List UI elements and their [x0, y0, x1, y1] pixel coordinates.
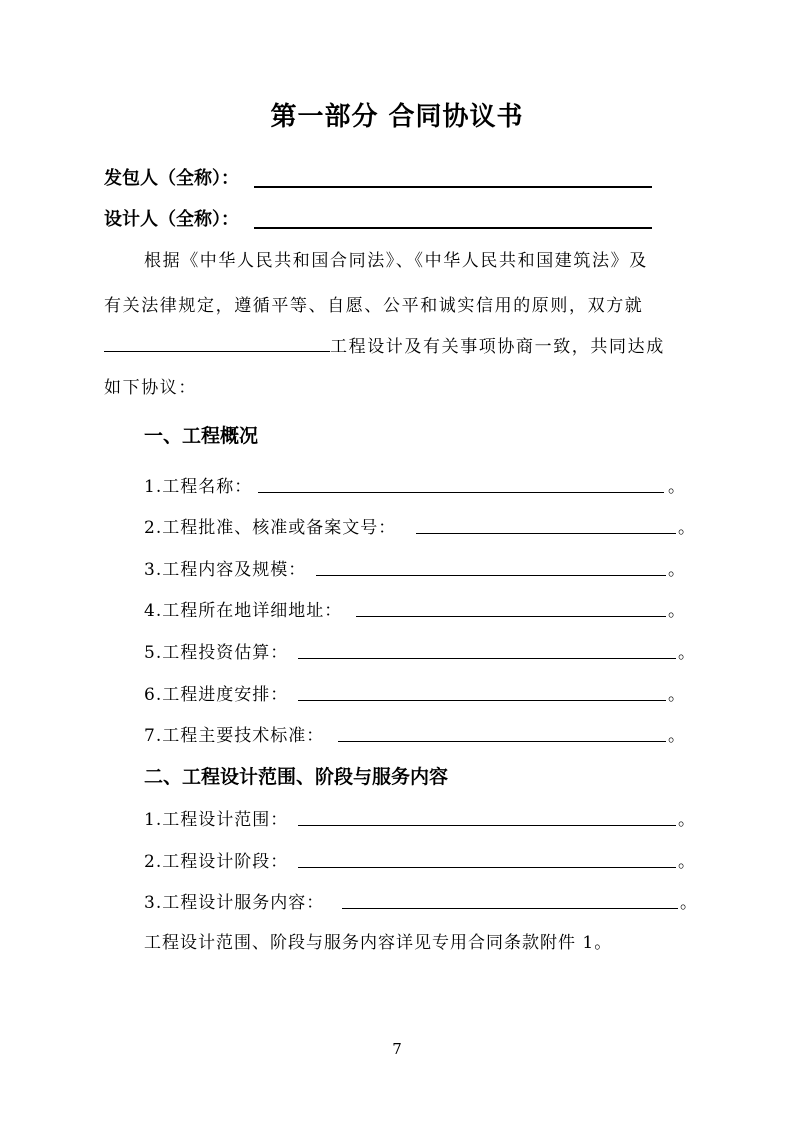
approval-number-blank[interactable]	[416, 533, 676, 534]
employer-blank[interactable]	[254, 186, 652, 188]
section-2-note: 工程设计范围、阶段与服务内容详见专用合同条款附件 1。	[144, 933, 613, 953]
design-scope-blank[interactable]	[298, 825, 676, 826]
full-stop: 。	[668, 601, 686, 621]
item-label: 4.工程所在地详细地址：	[144, 601, 343, 621]
design-phase-blank[interactable]	[298, 867, 676, 868]
item-label: 2.工程批准、核准或备案文号：	[144, 518, 397, 538]
designer-field	[104, 205, 239, 231]
item-label: 5.工程投资估算：	[144, 643, 289, 663]
schedule-blank[interactable]	[298, 700, 666, 701]
item-technical-standards	[144, 721, 686, 746]
item-design-services	[144, 888, 698, 913]
section-2-heading: 二、工程设计范围、阶段与服务内容	[144, 766, 449, 788]
designer-blank[interactable]	[254, 227, 652, 229]
full-stop: 。	[668, 726, 686, 746]
employer-field	[104, 164, 239, 190]
design-services-blank[interactable]	[342, 908, 678, 909]
item-label: 3.工程内容及规模：	[144, 560, 307, 580]
item-label: 1.工程设计范围：	[144, 810, 289, 830]
full-stop: 。	[678, 852, 696, 872]
page-title: 第一部分 合同协议书	[270, 102, 524, 132]
designer-label: 设计人（全称）：	[104, 209, 239, 230]
item-schedule	[144, 680, 686, 705]
item-label: 3.工程设计服务内容：	[144, 893, 325, 913]
intro-line-2: 有关法律规定，遵循平等、自愿、公平和诚实信用的原则，双方就	[104, 296, 644, 316]
item-investment	[144, 638, 696, 663]
address-blank[interactable]	[356, 616, 666, 617]
project-name-blank[interactable]	[258, 492, 664, 493]
full-stop: 。	[678, 518, 696, 538]
technical-standards-blank[interactable]	[338, 741, 666, 742]
project-name-blank[interactable]	[104, 350, 330, 352]
full-stop: 。	[680, 893, 698, 913]
item-label: 7.工程主要技术标准：	[144, 726, 325, 746]
full-stop: 。	[668, 560, 686, 580]
item-label: 2.工程设计阶段：	[144, 852, 289, 872]
intro-line-4: 如下协议：	[104, 378, 197, 398]
item-label: 1.工程名称：	[144, 477, 253, 497]
employer-label: 发包人（全称）：	[104, 168, 239, 189]
item-design-scope	[144, 805, 696, 830]
item-design-phase	[144, 847, 696, 872]
content-scale-blank[interactable]	[316, 575, 666, 576]
intro-line-3	[104, 332, 665, 357]
intro-line-3-text: 工程设计及有关事项协商一致，共同达成	[330, 337, 665, 357]
item-approval-number	[144, 513, 696, 538]
item-address	[144, 596, 686, 621]
page-number: 7	[392, 1040, 402, 1058]
section-1-heading: 一、工程概况	[144, 425, 259, 447]
full-stop: 。	[678, 643, 696, 663]
item-label: 6.工程进度安排：	[144, 685, 289, 705]
item-project-name	[144, 472, 686, 497]
item-content-scale	[144, 555, 686, 580]
intro-line-1: 根据《中华人民共和国合同法》、《中华人民共和国建筑法》及	[144, 251, 648, 271]
full-stop: 。	[668, 685, 686, 705]
full-stop: 。	[668, 477, 686, 497]
investment-blank[interactable]	[298, 658, 676, 659]
full-stop: 。	[678, 810, 696, 830]
